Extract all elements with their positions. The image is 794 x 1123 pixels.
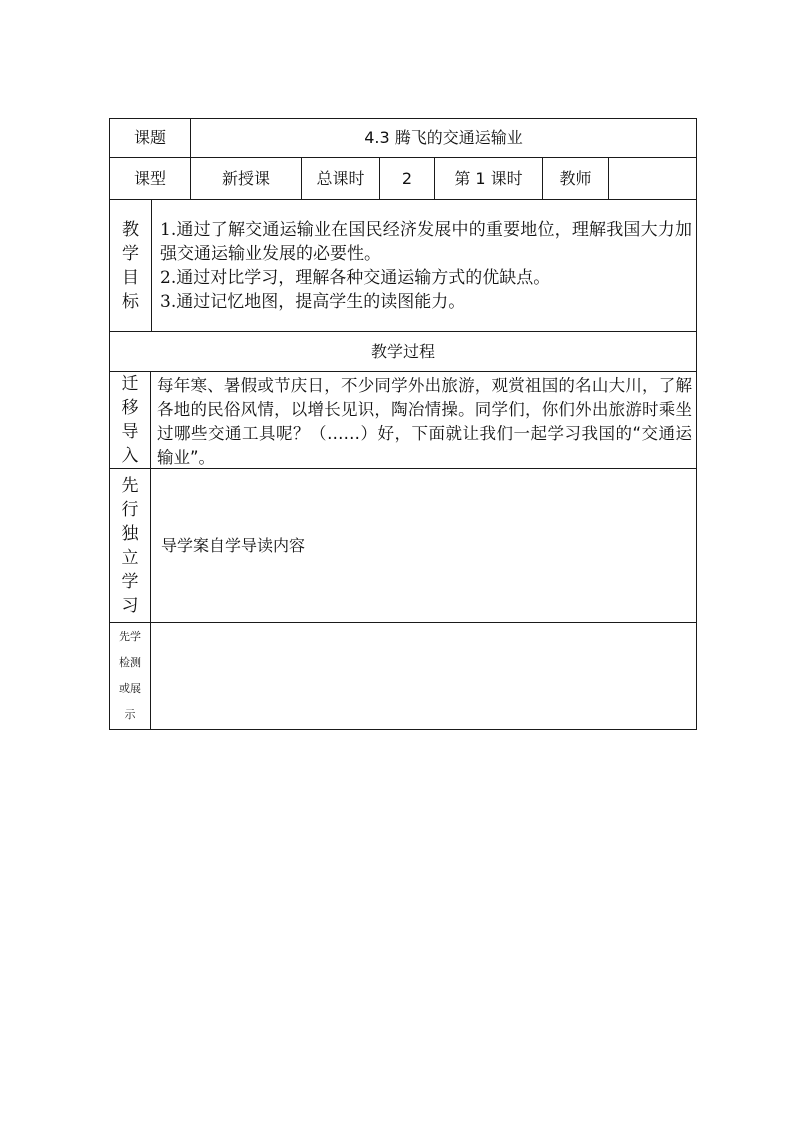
self-study-label-char: 习 — [121, 595, 139, 616]
intro-content-cell — [150, 371, 697, 468]
total-hours-label: 总课时 — [316, 168, 365, 188]
self-study-content-cell — [150, 468, 697, 622]
check-content-cell — [150, 622, 697, 730]
topic-label: 课题 — [133, 128, 166, 147]
check-label-part: 先学 — [119, 630, 141, 643]
self-study-label-char: 独 — [121, 523, 139, 544]
goal-item: 3.通过记忆地图，提高学生的读图能力。 — [160, 292, 466, 312]
topic-value-cell — [190, 118, 697, 157]
self-study-label-char: 先 — [121, 475, 139, 496]
type-value-cell — [190, 157, 301, 199]
current-hour-cell — [434, 157, 542, 199]
check-label-part: 示 — [124, 708, 136, 721]
check-label-part: 或展 — [119, 682, 141, 695]
goals-label-char: 目 — [122, 267, 139, 288]
type-value: 新授课 — [221, 168, 270, 188]
goal-item: 2.通过对比学习，理解各种交通运输方式的优缺点。 — [160, 268, 551, 288]
goal-item: 1.通过了解交通运输业在国民经济发展中的重要地位，理解我国大力加强交通运输业发展的必要性。 — [160, 220, 692, 264]
goals-content-cell — [151, 199, 697, 331]
total-hours-value-cell — [379, 157, 434, 199]
total-hours-label-cell — [301, 157, 379, 199]
teacher-value-cell — [608, 157, 697, 199]
type-label-cell — [109, 157, 190, 199]
goals-label-char: 标 — [122, 291, 139, 312]
intro-text: 每年寒、暑假或节庆日，不少同学外出旅游，观赏祖国的名山大川，了解各地的民俗风情，以增长见识，陶冶情操。同学们，你们外出旅游时乘坐过哪些交通工具呢？（……）好，下面就让我们一起学习我国的“交通运输业”。 — [157, 376, 692, 467]
topic-label-cell — [109, 118, 190, 157]
intro-label-char: 移 — [121, 398, 139, 418]
goals-list — [152, 200, 696, 314]
teacher-label-cell — [542, 157, 608, 199]
process-title-cell — [109, 331, 697, 371]
total-hours-value: 2 — [401, 168, 413, 188]
goals-label-char: 学 — [122, 243, 139, 264]
self-study-label-char: 行 — [121, 499, 139, 520]
topic-title: 4.3 腾飞的交通运输业 — [364, 128, 523, 147]
self-study-label-char: 立 — [121, 547, 139, 568]
self-study-label-char: 学 — [121, 571, 139, 592]
intro-label-char: 入 — [121, 446, 139, 466]
goals-label-cell — [109, 199, 151, 331]
current-hour: 第 1 课时 — [454, 168, 523, 188]
teacher-label: 教师 — [559, 168, 592, 188]
intro-label-cell — [109, 371, 150, 468]
self-study-label-cell — [109, 468, 150, 622]
self-study-content: 导学案自学导读内容 — [161, 535, 306, 555]
intro-label-char: 迁 — [121, 374, 139, 394]
check-label-cell — [109, 622, 150, 730]
type-label: 课型 — [133, 168, 166, 188]
goals-label-char: 教 — [122, 219, 139, 240]
check-label-part: 检测 — [119, 656, 141, 669]
intro-label-char: 导 — [121, 422, 139, 442]
process-title: 教学过程 — [370, 341, 435, 361]
